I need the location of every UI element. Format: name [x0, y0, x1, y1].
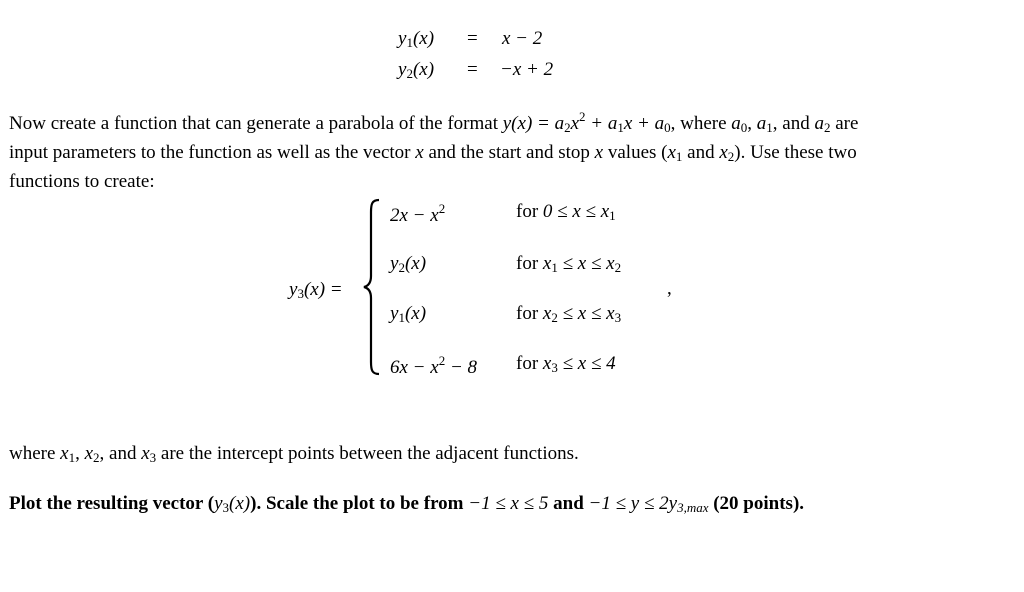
p1-vx: x: [415, 142, 424, 163]
p3-text3: and: [548, 493, 589, 514]
eq1-row2-equals: =: [467, 59, 478, 80]
p1-line2c: values (: [603, 142, 668, 163]
p1-text3: , and: [772, 113, 815, 134]
p1-formula-a0sub: 0: [664, 120, 671, 135]
p2-x2: x: [84, 443, 94, 464]
p3-text1: Plot the resulting vector (: [9, 493, 215, 514]
case1-cond-a: 0 ≤ x ≤ x: [542, 201, 610, 222]
p2-x3: x: [141, 443, 150, 464]
case3-expr-b: (x): [404, 303, 427, 324]
case4-expr: [390, 353, 477, 379]
case2-cond-sub1: 1: [551, 260, 558, 275]
case3-cond-sub: 3: [614, 310, 622, 325]
case2-expr-b: (x): [404, 253, 427, 274]
case3-expr: [390, 303, 426, 326]
p1-x1: x: [667, 142, 676, 163]
p3-yarg: (x): [229, 493, 251, 514]
p1-a2: a: [814, 113, 824, 134]
p1-x2: x: [719, 142, 728, 163]
case3-expr-a: y: [390, 303, 399, 324]
eq1-row2-sub: 2: [406, 66, 413, 81]
eq1-row2-y: y: [398, 59, 407, 80]
case4-expr-a: 6x − x: [390, 357, 439, 378]
case2-cond-sub: 2: [614, 260, 622, 275]
case3-cond: [516, 303, 621, 326]
case2-expr-a: y: [390, 253, 399, 274]
piecewise-lhs: [289, 279, 343, 302]
p1-a1: a: [756, 113, 767, 134]
eq1-row1-arg: (x): [412, 28, 435, 49]
case3-cond-a: x: [542, 303, 552, 324]
p3-text4: (20 points).: [708, 493, 805, 514]
case3-cond-for: for: [516, 303, 543, 324]
p1-formula-x: x: [570, 113, 580, 134]
p1-comma1: ,: [747, 113, 757, 134]
case3-expr-sub: 1: [398, 310, 405, 325]
p3-yrange: −1 ≤ y ≤ 2y: [588, 493, 678, 514]
p1-and: and: [682, 142, 720, 163]
case2-cond-for: for: [516, 253, 543, 274]
p1-x1sub: 1: [675, 149, 683, 164]
eq1-row1-rhs: x − 2: [502, 28, 543, 49]
eq1-row1-sub: 1: [406, 35, 413, 50]
p1-formula-a2sub: 2: [564, 120, 571, 135]
case1-cond-for: for: [516, 201, 543, 222]
case4-cond-a: x: [542, 353, 552, 374]
p1-formula-pow: 2: [579, 109, 586, 124]
paragraph-intercepts: [9, 441, 1009, 470]
p2-x2sub: 2: [93, 450, 100, 465]
paragraph-parabola: [9, 104, 1009, 194]
case4-cond-sub1: 3: [551, 360, 558, 375]
case4-expr-b: − 8: [445, 357, 478, 378]
p1-formula-plus1: + a: [585, 113, 618, 134]
case4-cond-mid: ≤ x ≤ 4: [557, 353, 616, 374]
p3-ysub: 3: [222, 500, 230, 515]
p2-x1sub: 1: [68, 450, 76, 465]
p2-x1: x: [60, 443, 69, 464]
piecewise-trailing-comma: ,: [667, 278, 672, 299]
case2-cond-a: x: [542, 253, 552, 274]
p3-yrsub: 3,max: [677, 500, 709, 515]
paragraph1-line1: [9, 104, 1009, 140]
eq1-row1-y: y: [398, 28, 407, 49]
p1-a2sub: 2: [823, 120, 831, 135]
p1-line2d: ). Use these two: [734, 142, 857, 163]
p1-formula-x2: x + a: [623, 113, 665, 134]
case3-cond-sub1: 2: [551, 310, 558, 325]
pw-lhs-arg: (x) =: [303, 279, 343, 300]
p3-text2: ). Scale the plot to be from: [250, 493, 469, 514]
pw-lhs-y: y: [289, 279, 298, 300]
p1-formula-a1sub: 1: [617, 120, 624, 135]
p1-line2b: and the start and stop: [423, 142, 595, 163]
p1-a0: a: [731, 113, 741, 134]
case3-cond-mid: ≤ x ≤ x: [557, 303, 615, 324]
p1-text4: are: [830, 113, 859, 134]
eq1-row1-equals: =: [467, 28, 478, 49]
pw-lhs-sub: 3: [297, 286, 304, 301]
p2-c1: ,: [75, 443, 85, 464]
case2-expr-sub: 2: [398, 260, 405, 275]
eq1-row2-arg: (x): [412, 59, 435, 80]
case2-cond-mid: ≤ x ≤ x: [557, 253, 615, 274]
p1-text2: , where: [670, 113, 732, 134]
case1-expr-pow: 2: [438, 201, 446, 216]
eq1-row2-rhs: −x + 2: [500, 59, 554, 80]
case1-expr: [390, 201, 445, 227]
eq1-row1-lhs: [398, 28, 434, 51]
p3-y: y: [214, 493, 223, 514]
p1-formula-lhs: y(x) = a: [502, 113, 565, 134]
p2-text2: are the intercept points between the adjacent functions.: [156, 443, 579, 464]
p2-text1: where: [9, 443, 61, 464]
p1-line2a: input parameters to the function as well as the vector: [9, 142, 416, 163]
p2-c2: , and: [99, 443, 142, 464]
case2-expr: [390, 253, 426, 276]
p1-text1: Now create a function that can generate a parabola of the format: [9, 113, 503, 134]
case4-cond: [516, 353, 616, 376]
p1-a1sub: 1: [766, 120, 773, 135]
case1-cond: [516, 201, 616, 224]
paragraph1-line3: functions to create:: [9, 171, 155, 192]
case4-expr-pow: 2: [438, 353, 446, 368]
p1-a0sub: 0: [740, 120, 748, 135]
eq1-row2-lhs: [398, 59, 434, 82]
paragraph-plot-instruction: [9, 491, 1009, 520]
p2-x3sub: 3: [149, 450, 157, 465]
case1-cond-sub: 1: [609, 208, 616, 223]
case2-cond: [516, 253, 621, 276]
case4-cond-for: for: [516, 353, 543, 374]
paragraph1-line2: [9, 140, 1009, 169]
p3-xrange: −1 ≤ x ≤ 5: [468, 493, 549, 514]
p1-vx2: x: [594, 142, 604, 163]
p1-x2sub: 2: [727, 149, 735, 164]
left-brace-icon: [362, 198, 382, 376]
case1-expr-a: 2x − x: [390, 205, 439, 226]
